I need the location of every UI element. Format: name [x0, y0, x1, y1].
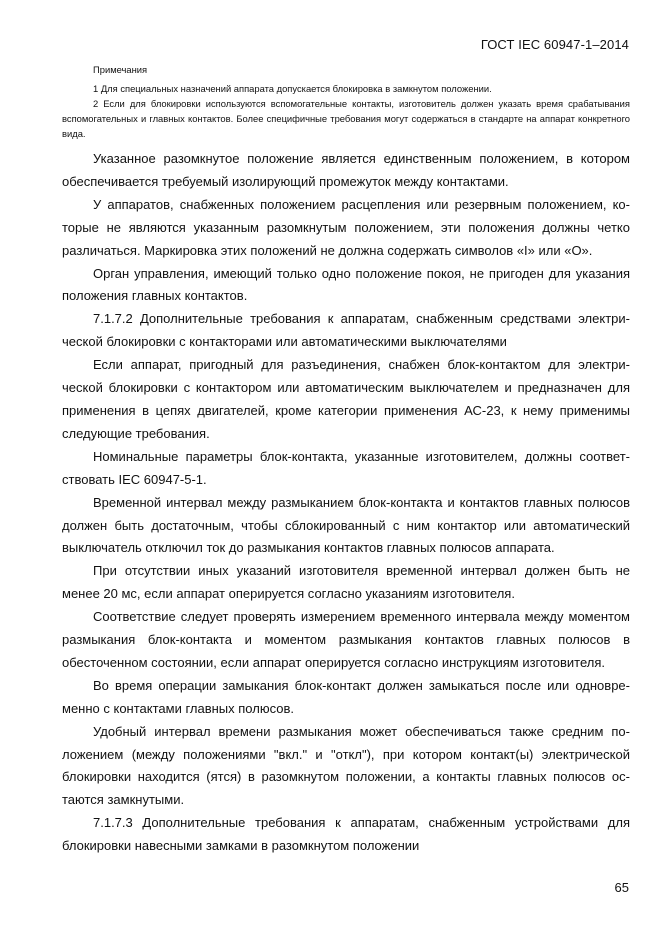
note-item-1: 1 Для специальных назначений аппарата допускается блокировка в замкнутом положении. — [93, 83, 492, 94]
note-item-2: 2 Если для блокировки используются вспомогательные контакты, изготовитель должен указать время срабатывания вспомогательных и главных контактов. Более специфичные требования могут содержаться в стандарте на аппарат конкретного вида. — [62, 98, 630, 139]
section-heading-7-1-7-2: 7.1.7.2 Дополнительные требования к аппаратам, снабженным средствами электрической блокировки с контакторами или автоматическими выключателями — [62, 311, 630, 350]
notes-title: Примечания — [93, 64, 148, 75]
paragraph: Номинальные параметры блок-контакта, указанные изготовителем, должны соответствовать IEC 60947-5-1. — [62, 448, 630, 487]
page-number: 65 — [614, 880, 629, 895]
paragraph: Соответствие следует проверять измерением временного интервала между моментом размыкания блок-контакта и моментом размыкания контактов главных полюсов в обесточенном состоянии, если аппарат оперируется согласно инструкциям изготовителя. — [62, 609, 630, 670]
paragraph: Орган управления, имеющий только одно положение покоя, не пригоден для указания положения главных контактов. — [62, 265, 630, 304]
section-heading-7-1-7-3: 7.1.7.3 Дополнительные требования к аппаратам, снабженным устройствами для блокировки навесными замками в разомкнутом положении — [62, 815, 630, 854]
paragraph: Указанное разомкнутое положение является единственным положением, в котором обеспечивается требуемый изолирующий промежуток между контактами. — [62, 151, 630, 189]
notes-block — [62, 62, 630, 141]
paragraph: У аппаратов, снабженных положением расцепления или резервным положением, которые не являются указанным разомкнутым положением, эти положения должны четко различаться. Маркировка этих положений не должна содержать символов «I» или «О». — [62, 196, 630, 258]
document-header: ГОСТ IEC 60947-1–2014 — [480, 37, 629, 52]
page-body — [62, 62, 630, 858]
paragraph: Удобный интервал времени размыкания может обеспечиваться также средним положением (между положениями "вкл." и "откл"), при котором контакт(ы) электрической блокировки находится (ятся) в разомкнутом положении, а контакты главных полюсов остаются замкнутыми. — [62, 723, 630, 808]
paragraph: Если аппарат, пригодный для разъединения, снабжен блок-контактом для электрической блокировки с контактором или автоматическим выключателем и предназначен для применения в цепях двигателей, кроме категории применения АС-23, к нему применимы следующие требования. — [62, 357, 630, 441]
paragraph: При отсутствии иных указаний изготовителя временной интервал должен быть не менее 20 мс, если аппарат оперируется согласно указаниям изготовителя. — [62, 563, 630, 602]
paragraph: Во время операции замыкания блок-контакт должен замыкаться после или одновременно с контактами главных полюсов. — [62, 677, 630, 716]
paragraph: Временной интервал между размыканием блок-контакта и контактов главных полюсов должен быть достаточным, чтобы сблокированный с ним контактор или автоматический выключатель отключил ток до размыкания контактов главных полюсов аппарата. — [62, 494, 630, 556]
